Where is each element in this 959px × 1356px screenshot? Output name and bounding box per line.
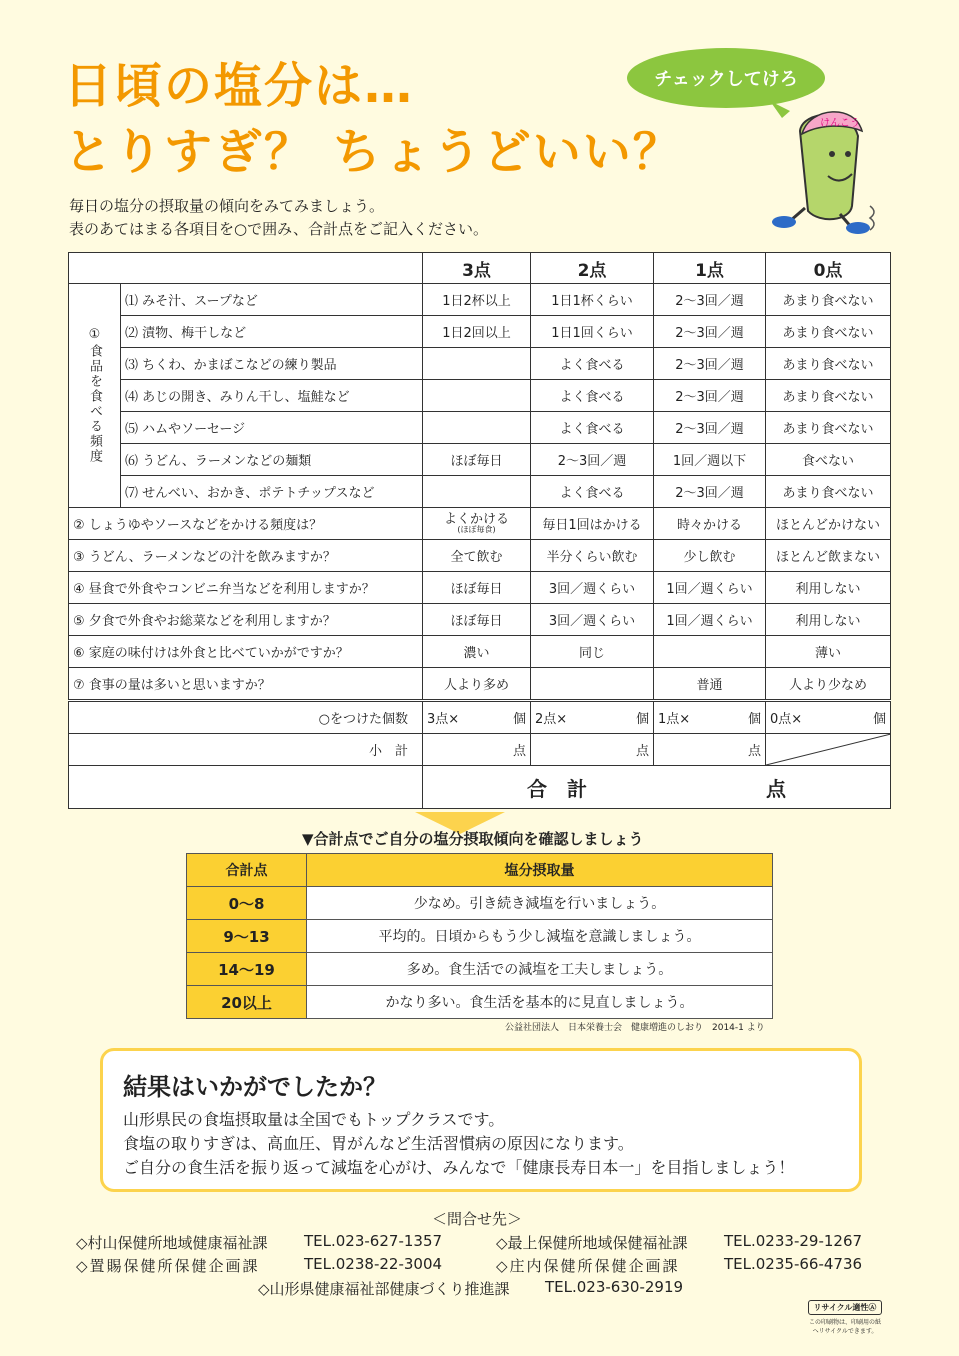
table-row (69, 636, 891, 668)
answer-cell[interactable]: 1日1杯くらい (531, 284, 654, 316)
header-3pt: 3点 (423, 253, 531, 284)
answer-cell[interactable]: よく食べる (531, 348, 654, 380)
answer-cell[interactable]: あまり食べない (766, 476, 891, 508)
answer-cell[interactable]: ほぼ毎日 (423, 572, 531, 604)
answer-cell[interactable]: 濃い (423, 636, 531, 668)
intro-line: 毎日の塩分の摂取量の傾向をみてみましょう。 (69, 197, 385, 215)
recycle-note: この印刷物は、印刷用の紙へリサイクルできます。 (808, 1319, 881, 1335)
source-note: 公益社団法人 日本栄養士会 健康増進のしおり 2014-1 より (505, 1023, 765, 1033)
contact-tel[interactable]: TEL.023-630-2919 (545, 1278, 684, 1296)
answer-cell[interactable]: 3回／週くらい (531, 572, 654, 604)
answer-cell (423, 476, 531, 508)
count-prefix: 0点× (770, 712, 803, 727)
total-input[interactable] (423, 766, 891, 809)
intro-line: 表のあてはまる各項目を○で囲み、合計点をご記入ください。 (69, 220, 488, 238)
answer-cell[interactable]: ほとんど飲まない (766, 540, 891, 572)
table-row (69, 540, 891, 572)
box-line: ご自分の食生活を振り返って減塩を心がけ、みんなで「健康長寿日本一」を目指しましょう！ (123, 1158, 795, 1177)
table-row (69, 508, 891, 540)
result-header-score: 合計点 (187, 854, 307, 887)
subtotal-label: 小 計 (69, 734, 423, 766)
answer-cell[interactable]: 全て飲む (423, 540, 531, 572)
result-row (187, 887, 773, 920)
result-message-box (100, 1048, 862, 1192)
table-row (69, 444, 891, 476)
count-input-2pt[interactable] (531, 701, 654, 734)
subtotal-input-3pt[interactable]: 点 (423, 734, 531, 766)
answer-cell[interactable]: 1日1回くらい (531, 316, 654, 348)
question-label: ⑹ うどん、ラーメンなどの麺類 (121, 444, 423, 476)
table-row (69, 316, 891, 348)
question-label: ⑷ あじの開き、みりん干し、塩鮭など (121, 380, 423, 412)
question-label: ⑥ 家庭の味付けは外食と比べていかがですか？ (69, 636, 423, 668)
result-score: 9〜13 (187, 920, 307, 953)
header-1pt: 1点 (654, 253, 766, 284)
answer-subtext: (ほぼ毎食) (457, 525, 496, 535)
total-label: 合 計 (527, 776, 587, 801)
table-row (69, 380, 891, 412)
contact-name: ◇山形県健康福祉部健康づくり推進課 (258, 1280, 510, 1298)
question-label: ⑺ せんべい、おかき、ポテトチップスなど (121, 476, 423, 508)
result-score: 0〜8 (187, 887, 307, 920)
count-input-3pt[interactable] (423, 701, 531, 734)
speech-bubble: チェックしてけろ (627, 48, 825, 108)
question-label: ⑴ みそ汁、スープなど (121, 284, 423, 316)
count-label: ○をつけた個数 (69, 701, 423, 734)
answer-cell[interactable]: 薄い (766, 636, 891, 668)
result-row (187, 920, 773, 953)
answer-cell[interactable]: 時々かける (654, 508, 766, 540)
count-prefix: 3点× (427, 712, 460, 727)
header-2pt: 2点 (531, 253, 654, 284)
result-desc: 平均的。日頃からもう少し減塩を意識しましょう。 (307, 920, 773, 953)
answer-cell[interactable]: 人より多め (423, 668, 531, 701)
contact-name: ◇村山保健所地域健康福祉課 (76, 1234, 268, 1252)
mascot-illustration (760, 96, 890, 236)
result-header-row (187, 854, 773, 887)
count-unit: 個 (512, 712, 526, 727)
result-row (187, 986, 773, 1019)
answer-cell[interactable]: 1日2杯以上 (423, 284, 531, 316)
answer-cell[interactable]: 人より少なめ (766, 668, 891, 701)
box-line: 食塩の取りすぎは、高血圧、胃がんなど生活習慣病の原因になります。 (123, 1134, 634, 1153)
answer-cell[interactable]: 1回／週くらい (654, 604, 766, 636)
table-row (69, 348, 891, 380)
answer-cell[interactable]: 3回／週くらい (531, 604, 654, 636)
result-desc: 少なめ。引き続き減塩を行いましょう。 (307, 887, 773, 920)
answer-cell[interactable]: 2〜3回／週 (654, 316, 766, 348)
answer-cell[interactable] (423, 508, 531, 540)
answer-cell[interactable]: 2〜3回／週 (531, 444, 654, 476)
question-label: ④ 昼食で外食やコンビニ弁当などを利用しますか？ (69, 572, 423, 604)
answer-cell[interactable]: 2〜3回／週 (654, 348, 766, 380)
question-label: ⑦ 食事の量は多いと思いますか？ (69, 668, 423, 701)
table-row (69, 476, 891, 508)
question-label: ⑸ ハムやソーセージ (121, 412, 423, 444)
total-unit: 点 (766, 776, 786, 801)
salt-checklist-table (68, 252, 891, 809)
contact-name: ◇置賜保健所保健企画課 (76, 1257, 260, 1275)
mascot-cap-text: けんこう (820, 118, 860, 129)
box-title: 結果はいかがでしたか？ (123, 1073, 387, 1101)
answer-cell[interactable]: あまり食べない (766, 412, 891, 444)
count-prefix: 1点× (658, 712, 691, 727)
answer-cell[interactable]: 食べない (766, 444, 891, 476)
answer-cell[interactable]: 1回／週以下 (654, 444, 766, 476)
count-unit: 個 (747, 712, 761, 727)
food-frequency-group-label: ①食品を食べる頻度 (69, 284, 121, 508)
count-input-0pt[interactable] (766, 701, 891, 734)
question-label: ⑵ 漬物、梅干しなど (121, 316, 423, 348)
table-row (69, 284, 891, 316)
question-label: ⑶ ちくわ、かまぼこなどの練り製品 (121, 348, 423, 380)
table-row (69, 572, 891, 604)
total-blank (69, 766, 423, 809)
contact-name: ◇庄内保健所保健企画課 (496, 1257, 680, 1275)
result-header-salt: 塩分摂取量 (307, 854, 773, 887)
answer-cell[interactable]: ほぼ毎日 (423, 604, 531, 636)
result-score: 20以上 (187, 986, 307, 1019)
table-row (69, 668, 891, 701)
contact-tel[interactable]: TEL.0235-66-4736 (724, 1255, 863, 1273)
table-row (69, 604, 891, 636)
count-unit: 個 (872, 712, 886, 727)
answer-cell (423, 412, 531, 444)
answer-cell[interactable]: 1日2回以上 (423, 316, 531, 348)
answer-text: よくかける (443, 511, 509, 527)
answer-cell (654, 636, 766, 668)
contact-tel[interactable]: TEL.023-627-1357 (304, 1232, 443, 1250)
subtotal-input-1pt[interactable]: 点 (654, 734, 766, 766)
total-row (69, 766, 891, 809)
result-row (187, 953, 773, 986)
page-title-line1: 日頃の塩分は… (64, 58, 415, 114)
subtotal-input-2pt[interactable]: 点 (531, 734, 654, 766)
count-prefix: 2点× (535, 712, 568, 727)
question-label: ⑤ 夕食で外食やお総菜などを利用しますか？ (69, 604, 423, 636)
answer-cell[interactable]: あまり食べない (766, 380, 891, 412)
answer-cell[interactable]: 毎日1回はかける (531, 508, 654, 540)
page-title-line2: とりすぎ？ ちょうどいい？ (64, 124, 683, 180)
question-label: ③ うどん、ラーメンなどの汁を飲みますか？ (69, 540, 423, 572)
result-heading: ▼合計点でご自分の塩分摂取傾向を確認しましょう (302, 830, 644, 848)
answer-cell (423, 380, 531, 412)
answer-cell[interactable]: 2〜3回／週 (654, 476, 766, 508)
count-row (69, 701, 891, 734)
recycle-badge: リサイクル適性Ⓐ (808, 1300, 882, 1315)
answer-cell (423, 348, 531, 380)
answer-cell[interactable]: 少し飲む (654, 540, 766, 572)
answer-cell[interactable]: よく食べる (531, 476, 654, 508)
recycle-mark (808, 1300, 882, 1335)
answer-cell[interactable]: 2〜3回／週 (654, 284, 766, 316)
answer-cell[interactable]: 2〜3回／週 (654, 412, 766, 444)
count-input-1pt[interactable] (654, 701, 766, 734)
contact-tel[interactable]: TEL.0238-22-3004 (304, 1255, 443, 1273)
count-unit: 個 (635, 712, 649, 727)
subtotal-row (69, 734, 891, 766)
result-desc: かなり多い。食生活を基本的に見直しましょう。 (307, 986, 773, 1019)
header-blank (69, 253, 423, 284)
contact-tel[interactable]: TEL.0233-29-1267 (724, 1232, 863, 1250)
table-row (69, 412, 891, 444)
question-label: ② しょうゆやソースなどをかける頻度は？ (69, 508, 423, 540)
answer-cell[interactable]: 利用しない (766, 604, 891, 636)
answer-cell[interactable]: 2〜3回／週 (654, 380, 766, 412)
answer-cell[interactable]: 普通 (654, 668, 766, 701)
answer-cell[interactable]: あまり食べない (766, 316, 891, 348)
answer-cell[interactable]: ほとんどかけない (766, 508, 891, 540)
result-desc: 多め。食生活での減塩を工夫しましょう。 (307, 953, 773, 986)
answer-cell[interactable]: あまり食べない (766, 284, 891, 316)
answer-cell[interactable]: あまり食べない (766, 348, 891, 380)
answer-cell[interactable]: よく食べる (531, 412, 654, 444)
header-0pt: 0点 (766, 253, 891, 284)
answer-cell (531, 668, 654, 701)
contact-name: ◇最上保健所地域保健福祉課 (496, 1234, 688, 1252)
answer-cell[interactable]: 同じ (531, 636, 654, 668)
result-table (186, 853, 773, 1019)
box-line: 山形県民の食塩摂取量は全国でもトップクラスです。 (123, 1110, 505, 1129)
subtotal-na-cell (766, 734, 891, 766)
answer-cell[interactable]: よく食べる (531, 380, 654, 412)
result-score: 14〜19 (187, 953, 307, 986)
answer-cell[interactable]: 利用しない (766, 572, 891, 604)
contacts-title: ＜問合せ先＞ (432, 1210, 523, 1228)
answer-cell[interactable]: 1回／週くらい (654, 572, 766, 604)
table-header-row (69, 253, 891, 284)
diagonal-slash (766, 734, 891, 765)
answer-cell[interactable]: ほぼ毎日 (423, 444, 531, 476)
answer-cell[interactable]: 半分くらい飲む (531, 540, 654, 572)
